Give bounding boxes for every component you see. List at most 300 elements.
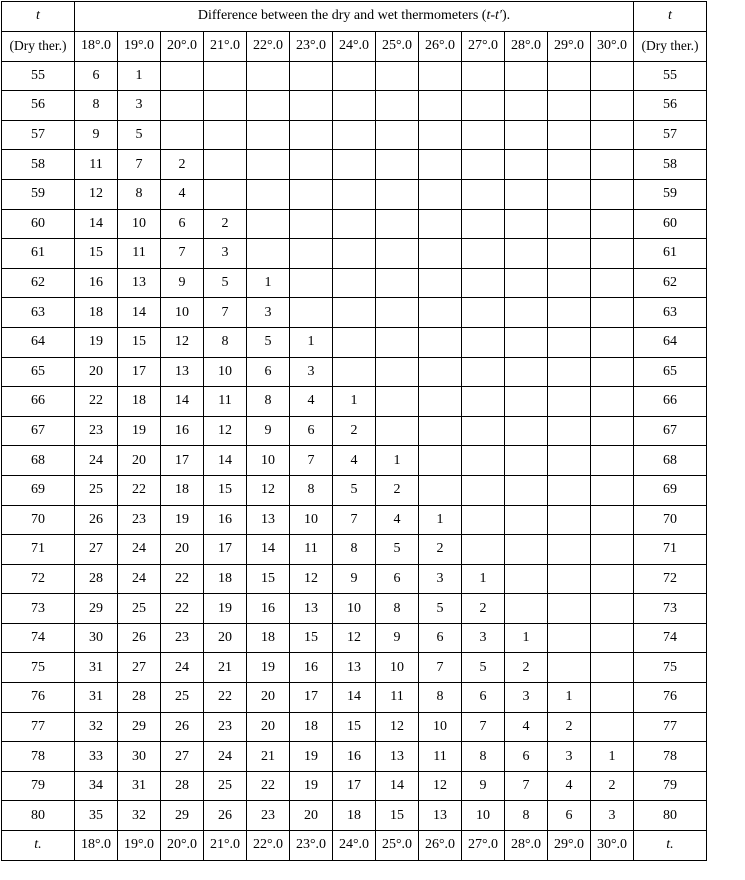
table-row — [2, 653, 707, 683]
column-footer-10: 28°.0 — [505, 831, 548, 861]
table-cell — [419, 475, 462, 505]
table-cell — [462, 535, 505, 565]
row-dry-temp-right: 66 — [634, 387, 707, 417]
table-cell — [204, 91, 247, 121]
table-cell — [462, 91, 505, 121]
table-cell — [333, 268, 376, 298]
table-cell: 10 — [333, 594, 376, 624]
row-dry-temp-left: 80 — [2, 801, 75, 831]
table-cell: 3 — [247, 298, 290, 328]
table-cell: 2 — [204, 209, 247, 239]
table-cell — [591, 179, 634, 209]
table-cell — [290, 120, 333, 150]
table-cell — [333, 239, 376, 269]
table-cell — [591, 475, 634, 505]
table-cell: 8 — [462, 742, 505, 772]
table-cell — [161, 91, 204, 121]
table-cell: 19 — [161, 505, 204, 535]
table-cell — [505, 416, 548, 446]
table-cell: 18 — [118, 387, 161, 417]
table-row — [2, 683, 707, 713]
table-cell: 6 — [505, 742, 548, 772]
row-dry-temp-right: 55 — [634, 61, 707, 91]
table-row — [2, 120, 707, 150]
table-cell — [419, 298, 462, 328]
table-cell: 3 — [548, 742, 591, 772]
table-cell: 7 — [333, 505, 376, 535]
table-cell: 27 — [75, 535, 118, 565]
table-cell: 7 — [419, 653, 462, 683]
table-cell: 6 — [376, 564, 419, 594]
table-cell: 16 — [333, 742, 376, 772]
table-cell: 6 — [247, 357, 290, 387]
right-t-footer: t. — [634, 831, 707, 861]
table-cell: 1 — [118, 61, 161, 91]
table-cell: 2 — [419, 535, 462, 565]
table-cell: 16 — [247, 594, 290, 624]
table-cell: 4 — [548, 771, 591, 801]
table-cell — [591, 120, 634, 150]
table-cell — [333, 61, 376, 91]
column-header-5: 23°.0 — [290, 31, 333, 61]
table-cell — [419, 120, 462, 150]
table-cell — [505, 505, 548, 535]
table-cell: 12 — [204, 416, 247, 446]
table-cell — [376, 416, 419, 446]
row-dry-temp-right: 61 — [634, 239, 707, 269]
row-dry-temp-right: 63 — [634, 298, 707, 328]
table-cell: 28 — [75, 564, 118, 594]
table-row — [2, 357, 707, 387]
row-dry-temp-left: 56 — [2, 91, 75, 121]
table-cell: 1 — [548, 683, 591, 713]
table-cell: 14 — [247, 535, 290, 565]
table-cell: 15 — [204, 475, 247, 505]
column-footer-9: 27°.0 — [462, 831, 505, 861]
table-cell: 23 — [247, 801, 290, 831]
table-cell — [290, 209, 333, 239]
table-cell — [591, 446, 634, 476]
table-cell — [376, 357, 419, 387]
table-cell — [548, 150, 591, 180]
table-cell — [505, 179, 548, 209]
table-cell — [591, 61, 634, 91]
title-variable: t-t′ — [486, 8, 502, 24]
table-cell: 32 — [118, 801, 161, 831]
table-cell — [462, 387, 505, 417]
row-dry-temp-right: 62 — [634, 268, 707, 298]
table-cell — [462, 150, 505, 180]
column-footer-4: 22°.0 — [247, 831, 290, 861]
table-cell — [419, 209, 462, 239]
title-suffix: ). — [501, 8, 511, 24]
table-cell: 31 — [118, 771, 161, 801]
table-cell: 1 — [247, 268, 290, 298]
table-row — [2, 387, 707, 417]
table-cell: 28 — [161, 771, 204, 801]
table-cell: 29 — [75, 594, 118, 624]
table-cell — [548, 594, 591, 624]
row-dry-temp-left: 67 — [2, 416, 75, 446]
row-dry-temp-left: 72 — [2, 564, 75, 594]
table-cell: 15 — [118, 327, 161, 357]
table-cell: 7 — [161, 239, 204, 269]
table-cell: 11 — [419, 742, 462, 772]
table-row — [2, 209, 707, 239]
left-dry-ther-header: (Dry ther.) — [2, 31, 75, 61]
row-dry-temp-right: 60 — [634, 209, 707, 239]
table-row — [2, 535, 707, 565]
table-cell — [462, 357, 505, 387]
table-cell: 13 — [376, 742, 419, 772]
table-cell: 19 — [204, 594, 247, 624]
row-dry-temp-left: 69 — [2, 475, 75, 505]
table-cell: 31 — [75, 683, 118, 713]
table-cell — [548, 327, 591, 357]
table-row — [2, 446, 707, 476]
table-cell: 20 — [247, 683, 290, 713]
table-cell: 35 — [75, 801, 118, 831]
table-cell: 20 — [75, 357, 118, 387]
table-row — [2, 505, 707, 535]
table-cell: 11 — [376, 683, 419, 713]
row-dry-temp-right: 72 — [634, 564, 707, 594]
column-footer-0: 18°.0 — [75, 831, 118, 861]
table-cell — [419, 179, 462, 209]
table-cell — [376, 209, 419, 239]
table-cell: 13 — [161, 357, 204, 387]
table-cell: 12 — [290, 564, 333, 594]
table-cell: 13 — [118, 268, 161, 298]
table-cell — [548, 416, 591, 446]
table-cell — [376, 298, 419, 328]
table-cell — [462, 61, 505, 91]
table-cell — [462, 209, 505, 239]
table-cell: 2 — [505, 653, 548, 683]
table-row — [2, 179, 707, 209]
table-cell: 14 — [376, 771, 419, 801]
table-cell: 11 — [75, 150, 118, 180]
row-dry-temp-right: 56 — [634, 91, 707, 121]
table-cell — [462, 120, 505, 150]
table-cell — [419, 239, 462, 269]
title-prefix: Difference between the dry and wet thermometers ( — [197, 8, 487, 24]
humidity-table — [1, 1, 707, 861]
table-cell — [548, 120, 591, 150]
table-cell: 13 — [290, 594, 333, 624]
table-cell — [333, 357, 376, 387]
table-cell — [462, 475, 505, 505]
table-cell: 9 — [333, 564, 376, 594]
table-cell: 21 — [204, 653, 247, 683]
table-cell: 16 — [161, 416, 204, 446]
table-cell: 8 — [118, 179, 161, 209]
table-cell — [591, 712, 634, 742]
table-cell: 5 — [419, 594, 462, 624]
table-cell: 9 — [462, 771, 505, 801]
row-dry-temp-left: 62 — [2, 268, 75, 298]
table-cell — [591, 683, 634, 713]
table-cell — [548, 61, 591, 91]
table-cell — [290, 91, 333, 121]
table-cell: 14 — [75, 209, 118, 239]
table-cell: 2 — [591, 771, 634, 801]
table-cell: 13 — [247, 505, 290, 535]
table-cell: 18 — [247, 623, 290, 653]
table-cell: 2 — [548, 712, 591, 742]
table-cell: 3 — [419, 564, 462, 594]
table-cell — [505, 268, 548, 298]
table-cell — [462, 327, 505, 357]
table-cell — [591, 535, 634, 565]
row-dry-temp-left: 59 — [2, 179, 75, 209]
table-cell: 2 — [462, 594, 505, 624]
table-cell: 18 — [204, 564, 247, 594]
row-dry-temp-right: 71 — [634, 535, 707, 565]
table-cell — [548, 535, 591, 565]
table-cell — [505, 209, 548, 239]
table-cell: 26 — [204, 801, 247, 831]
footer-row — [2, 831, 707, 861]
table-cell — [591, 623, 634, 653]
row-dry-temp-left: 78 — [2, 742, 75, 772]
table-cell: 24 — [204, 742, 247, 772]
table-cell: 14 — [118, 298, 161, 328]
table-cell — [333, 120, 376, 150]
table-cell: 26 — [161, 712, 204, 742]
column-header-1: 19°.0 — [118, 31, 161, 61]
table-cell: 23 — [204, 712, 247, 742]
table-row — [2, 239, 707, 269]
table-cell — [548, 653, 591, 683]
table-row — [2, 268, 707, 298]
table-cell — [591, 653, 634, 683]
table-row — [2, 416, 707, 446]
header-row-title — [2, 2, 707, 32]
table-cell: 31 — [75, 653, 118, 683]
table-cell: 12 — [247, 475, 290, 505]
row-dry-temp-right: 59 — [634, 179, 707, 209]
row-dry-temp-right: 73 — [634, 594, 707, 624]
table-row — [2, 475, 707, 505]
right-dry-ther-header: (Dry ther.) — [634, 31, 707, 61]
table-cell: 7 — [290, 446, 333, 476]
table-cell: 17 — [290, 683, 333, 713]
table-cell — [376, 327, 419, 357]
table-cell: 22 — [161, 594, 204, 624]
table-cell: 9 — [161, 268, 204, 298]
table-cell: 10 — [161, 298, 204, 328]
table-row — [2, 771, 707, 801]
table-cell — [548, 298, 591, 328]
table-cell — [462, 416, 505, 446]
table-cell: 10 — [118, 209, 161, 239]
table-cell: 2 — [161, 150, 204, 180]
table-cell: 10 — [376, 653, 419, 683]
table-cell: 19 — [118, 416, 161, 446]
table-cell — [505, 387, 548, 417]
table-cell: 7 — [118, 150, 161, 180]
table-cell — [247, 209, 290, 239]
table-cell: 27 — [118, 653, 161, 683]
table-cell — [419, 91, 462, 121]
table-cell — [548, 209, 591, 239]
row-dry-temp-right: 77 — [634, 712, 707, 742]
table-cell — [591, 327, 634, 357]
table-cell: 20 — [161, 535, 204, 565]
table-cell: 5 — [118, 120, 161, 150]
table-cell: 2 — [333, 416, 376, 446]
table-cell: 25 — [161, 683, 204, 713]
row-dry-temp-right: 69 — [634, 475, 707, 505]
table-cell: 14 — [161, 387, 204, 417]
row-dry-temp-left: 71 — [2, 535, 75, 565]
table-cell: 12 — [419, 771, 462, 801]
table-cell: 9 — [75, 120, 118, 150]
table-cell: 14 — [333, 683, 376, 713]
table-cell: 10 — [247, 446, 290, 476]
table-cell — [505, 91, 548, 121]
row-dry-temp-left: 70 — [2, 505, 75, 535]
table-cell: 15 — [333, 712, 376, 742]
table-cell — [591, 416, 634, 446]
table-cell — [290, 179, 333, 209]
row-dry-temp-right: 68 — [634, 446, 707, 476]
table-cell — [462, 298, 505, 328]
row-dry-temp-right: 74 — [634, 623, 707, 653]
table-cell: 1 — [462, 564, 505, 594]
column-header-9: 27°.0 — [462, 31, 505, 61]
table-cell: 11 — [204, 387, 247, 417]
table-cell: 26 — [75, 505, 118, 535]
table-row — [2, 623, 707, 653]
table-cell — [247, 120, 290, 150]
table-cell — [376, 179, 419, 209]
table-cell — [333, 298, 376, 328]
table-cell — [290, 298, 333, 328]
column-header-3: 21°.0 — [204, 31, 247, 61]
table-cell — [376, 61, 419, 91]
table-cell — [204, 120, 247, 150]
table-cell — [505, 327, 548, 357]
table-cell: 7 — [204, 298, 247, 328]
row-dry-temp-left: 57 — [2, 120, 75, 150]
table-cell: 24 — [75, 446, 118, 476]
row-dry-temp-right: 64 — [634, 327, 707, 357]
table-cell: 8 — [333, 535, 376, 565]
table-cell — [161, 61, 204, 91]
column-footer-11: 29°.0 — [548, 831, 591, 861]
table-cell — [505, 564, 548, 594]
table-row — [2, 594, 707, 624]
table-cell — [419, 61, 462, 91]
table-cell: 13 — [419, 801, 462, 831]
table-cell — [591, 505, 634, 535]
table-cell: 3 — [290, 357, 333, 387]
table-cell — [505, 535, 548, 565]
row-dry-temp-left: 61 — [2, 239, 75, 269]
table-cell: 5 — [247, 327, 290, 357]
column-header-10: 28°.0 — [505, 31, 548, 61]
table-cell: 20 — [290, 801, 333, 831]
table-cell: 4 — [290, 387, 333, 417]
table-cell: 6 — [419, 623, 462, 653]
table-cell: 28 — [118, 683, 161, 713]
row-dry-temp-left: 55 — [2, 61, 75, 91]
header-row-columns — [2, 31, 707, 61]
table-cell — [376, 239, 419, 269]
table-cell — [505, 594, 548, 624]
table-cell — [290, 268, 333, 298]
table-cell: 5 — [204, 268, 247, 298]
column-header-2: 20°.0 — [161, 31, 204, 61]
column-footer-2: 20°.0 — [161, 831, 204, 861]
table-cell — [376, 387, 419, 417]
table-cell: 9 — [247, 416, 290, 446]
table-cell: 16 — [290, 653, 333, 683]
table-cell: 22 — [247, 771, 290, 801]
table-cell — [591, 564, 634, 594]
table-cell — [591, 150, 634, 180]
row-dry-temp-right: 78 — [634, 742, 707, 772]
table-cell: 19 — [290, 742, 333, 772]
table-cell: 19 — [290, 771, 333, 801]
table-cell — [548, 357, 591, 387]
table-cell: 10 — [204, 357, 247, 387]
table-row — [2, 742, 707, 772]
table-cell — [419, 327, 462, 357]
table-cell — [548, 623, 591, 653]
table-cell — [591, 91, 634, 121]
column-header-7: 25°.0 — [376, 31, 419, 61]
table-cell: 22 — [75, 387, 118, 417]
row-dry-temp-right: 80 — [634, 801, 707, 831]
table-cell — [333, 327, 376, 357]
table-cell: 6 — [462, 683, 505, 713]
table-cell — [247, 150, 290, 180]
table-cell: 22 — [118, 475, 161, 505]
column-header-8: 26°.0 — [419, 31, 462, 61]
table-cell: 10 — [290, 505, 333, 535]
row-dry-temp-right: 79 — [634, 771, 707, 801]
table-cell: 33 — [75, 742, 118, 772]
table-title — [75, 2, 634, 32]
table-cell: 10 — [462, 801, 505, 831]
table-cell: 1 — [591, 742, 634, 772]
table-cell: 21 — [247, 742, 290, 772]
table-cell — [290, 150, 333, 180]
table-cell: 8 — [247, 387, 290, 417]
table-cell: 24 — [118, 535, 161, 565]
table-cell — [505, 61, 548, 91]
table-cell — [247, 239, 290, 269]
column-footer-7: 25°.0 — [376, 831, 419, 861]
table-cell: 17 — [333, 771, 376, 801]
table-cell: 26 — [118, 623, 161, 653]
table-row — [2, 801, 707, 831]
column-footer-12: 30°.0 — [591, 831, 634, 861]
table-cell — [247, 91, 290, 121]
table-cell — [204, 61, 247, 91]
table-body — [2, 61, 707, 830]
row-dry-temp-right: 76 — [634, 683, 707, 713]
table-cell: 7 — [462, 712, 505, 742]
table-cell: 32 — [75, 712, 118, 742]
row-dry-temp-right: 58 — [634, 150, 707, 180]
table-cell: 23 — [75, 416, 118, 446]
table-cell — [591, 298, 634, 328]
table-row — [2, 564, 707, 594]
